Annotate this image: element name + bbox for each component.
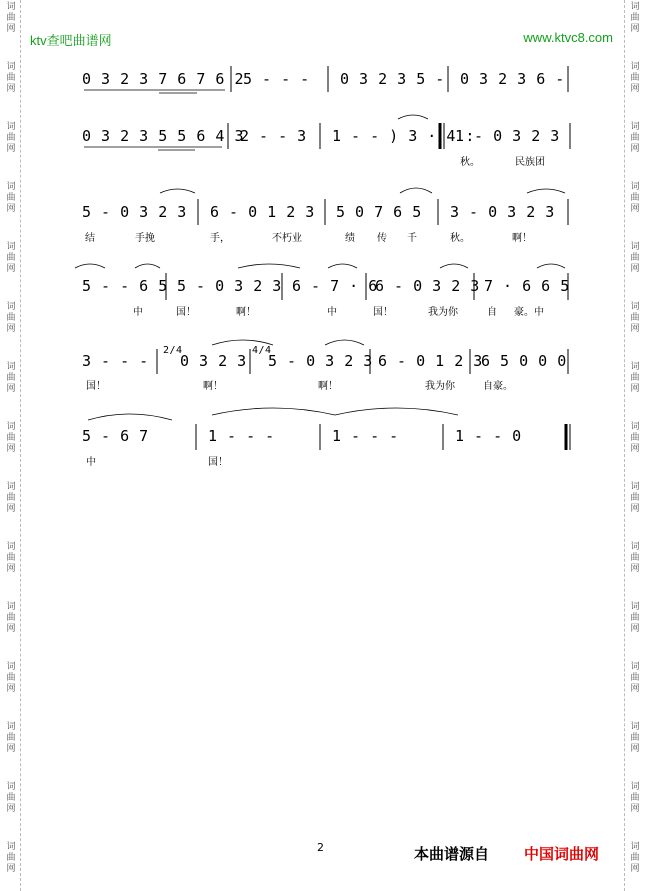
score-line-5-m3: 5 - 0 3 2 3 <box>268 352 373 370</box>
score-line-2-m1: 0 3 2 3 5 5 6 4 3 <box>82 127 245 145</box>
watermark-block: 词 曲 网 <box>6 482 16 514</box>
score-line-6-m2: 1 - - - <box>208 427 275 445</box>
watermark-block: 词 曲 网 <box>6 602 16 634</box>
score-line-1-m1: 0 3 2 3 7 6 7 6 2 <box>82 70 245 88</box>
score-line-2-m3: 1 - - ) 3 · 4 : <box>332 127 475 145</box>
score-line-5-m5: 6 5 0 0 0 <box>481 352 567 370</box>
score-line-5-m2: 0 3 2 3 <box>180 352 247 370</box>
watermark-block: 词 曲 网 <box>630 602 640 634</box>
score-line-4-m3: 6 - 7 · 6 <box>292 277 378 295</box>
watermark-block: 词 曲 网 <box>6 2 16 34</box>
lyric-l3-4: 不朽业 <box>272 233 302 244</box>
lyric-l5-4: 我为你 <box>425 381 455 392</box>
slur <box>325 340 364 345</box>
watermark-block: 词 曲 网 <box>630 122 640 154</box>
score-line-3-m2: 6 - 0 1 2 3 <box>210 203 315 221</box>
score-line-4-m4: 6 - 0 3 2 3 <box>375 277 480 295</box>
watermark-block: 词 曲 网 <box>630 842 640 874</box>
lyric-l4-6: 我为你 <box>428 307 458 318</box>
watermark-block: 词 曲 网 <box>630 722 640 754</box>
score-line-3-m4: 3 - 0 3 2 3 <box>450 203 555 221</box>
lyric-l5-1: 国！ <box>86 381 106 392</box>
slur <box>212 340 273 345</box>
lyric-l2-2: 民族团 <box>515 157 545 168</box>
lyric-l3-9: 啊！ <box>512 233 532 244</box>
watermark-block: 词 曲 网 <box>6 662 16 694</box>
watermark-block: 词 曲 网 <box>6 182 16 214</box>
header-site-name[interactable]: ktv查吧曲谱网 <box>30 33 112 48</box>
lyric-l6-2: 国！ <box>208 457 228 468</box>
watermark-block: 词 曲 网 <box>630 422 640 454</box>
lyric-l3-2: 手挽 <box>135 233 155 244</box>
score-line-5-m4: 6 - 0 1 2 3 <box>378 352 483 370</box>
watermark-block: 词 曲 网 <box>630 782 640 814</box>
lyric-l3-7: 千 <box>407 233 417 244</box>
watermark-block: 词 曲 网 <box>630 482 640 514</box>
watermark-block: 词 曲 网 <box>6 62 16 94</box>
header-site-url[interactable]: www.ktvc8.com <box>523 30 613 45</box>
lyric-l4-3: 啊！ <box>236 307 256 318</box>
score-line-2-m2: 2 - - 3 <box>240 127 307 145</box>
lyric-l4-7: 自 <box>487 307 497 318</box>
score-line-3-m1: 5 - 0 3 2 3 <box>82 203 187 221</box>
slur <box>238 264 300 268</box>
slur <box>398 115 428 119</box>
score-line-1-m2: 5 - - - <box>243 70 310 88</box>
watermark-block: 词 曲 网 <box>6 362 16 394</box>
slur <box>160 189 195 193</box>
lyric-l3-3: 手， <box>210 233 230 244</box>
page-number: 2 <box>317 841 324 854</box>
slur <box>75 264 105 268</box>
slur <box>400 188 432 193</box>
score-line-6-m1: 5 - 6 7 <box>82 427 149 445</box>
watermark-block: 词 曲 网 <box>6 422 16 454</box>
score-line-1-m4: 0 3 2 3 6 - <box>460 70 565 88</box>
slur <box>135 264 160 268</box>
lyric-l2-1: 秋。 <box>460 157 480 168</box>
watermark-block: 词 曲 网 <box>630 362 640 394</box>
watermark-block: 词 曲 网 <box>630 302 640 334</box>
slur <box>328 264 357 268</box>
score-line-6-m4: 1 - - 0 <box>455 427 522 445</box>
slur <box>440 264 468 268</box>
score-line-1-m3: 0 3 2 3 5 - <box>340 70 445 88</box>
watermark-block: 词 曲 网 <box>630 662 640 694</box>
lyric-l5-3: 啊！ <box>318 381 338 392</box>
watermark-block: 词 曲 网 <box>6 122 16 154</box>
lyric-l6-1: 中 <box>86 457 96 468</box>
lyric-l3-1: 结 <box>85 233 95 244</box>
watermark-block: 词 曲 网 <box>6 842 16 874</box>
time-signature-2-4: 2/4 <box>163 345 183 356</box>
slur <box>335 408 458 415</box>
score-line-6-m3: 1 - - - <box>332 427 399 445</box>
score-line-2-m4: 1 - 0 3 2 3 <box>455 127 560 145</box>
slur <box>88 414 172 420</box>
watermark-block: 词 曲 网 <box>630 182 640 214</box>
lyric-l4-4: 中 <box>327 307 337 318</box>
lyric-l4-1: 中 <box>133 307 143 318</box>
lyric-l4-8: 豪。中 <box>514 307 544 318</box>
slur <box>212 408 335 415</box>
score-line-5-m1: 3 - - - <box>82 352 149 370</box>
watermark-block: 词 曲 网 <box>6 302 16 334</box>
lyric-l4-5: 国！ <box>373 307 393 318</box>
score-line-4-m5: 7 · 6 6 5 <box>484 277 570 295</box>
slur <box>537 264 565 268</box>
time-signature-4-4: 4/4 <box>252 345 272 356</box>
lyric-l4-2: 国！ <box>176 307 196 318</box>
lyric-l5-2: 啊！ <box>203 381 223 392</box>
watermark-block: 词 曲 网 <box>630 62 640 94</box>
score-line-4-m2: 5 - 0 3 2 3 <box>177 277 282 295</box>
footer-source-site[interactable]: 中国词曲网 <box>524 845 600 863</box>
score-line-3-m3: 5 0 7 6 5 <box>336 203 422 221</box>
watermark-block: 词 曲 网 <box>630 542 640 574</box>
watermark-block: 词 曲 网 <box>6 782 16 814</box>
watermark-block: 词 曲 网 <box>6 542 16 574</box>
lyric-l3-5: 绩 <box>345 233 355 244</box>
footer-source-label: 本曲谱源自 <box>414 845 490 863</box>
slur <box>527 189 565 193</box>
score-line-4-m1: 5 - - 6 5 <box>82 277 168 295</box>
lyric-l3-8: 秋。 <box>450 233 470 244</box>
lyric-l5-5: 自豪。 <box>483 381 513 392</box>
watermark-block: 词 曲 网 <box>630 242 640 274</box>
watermark-block: 词 曲 网 <box>630 2 640 34</box>
watermark-block: 词 曲 网 <box>6 242 16 274</box>
watermark-block: 词 曲 网 <box>6 722 16 754</box>
lyric-l3-6: 传 <box>377 233 387 244</box>
